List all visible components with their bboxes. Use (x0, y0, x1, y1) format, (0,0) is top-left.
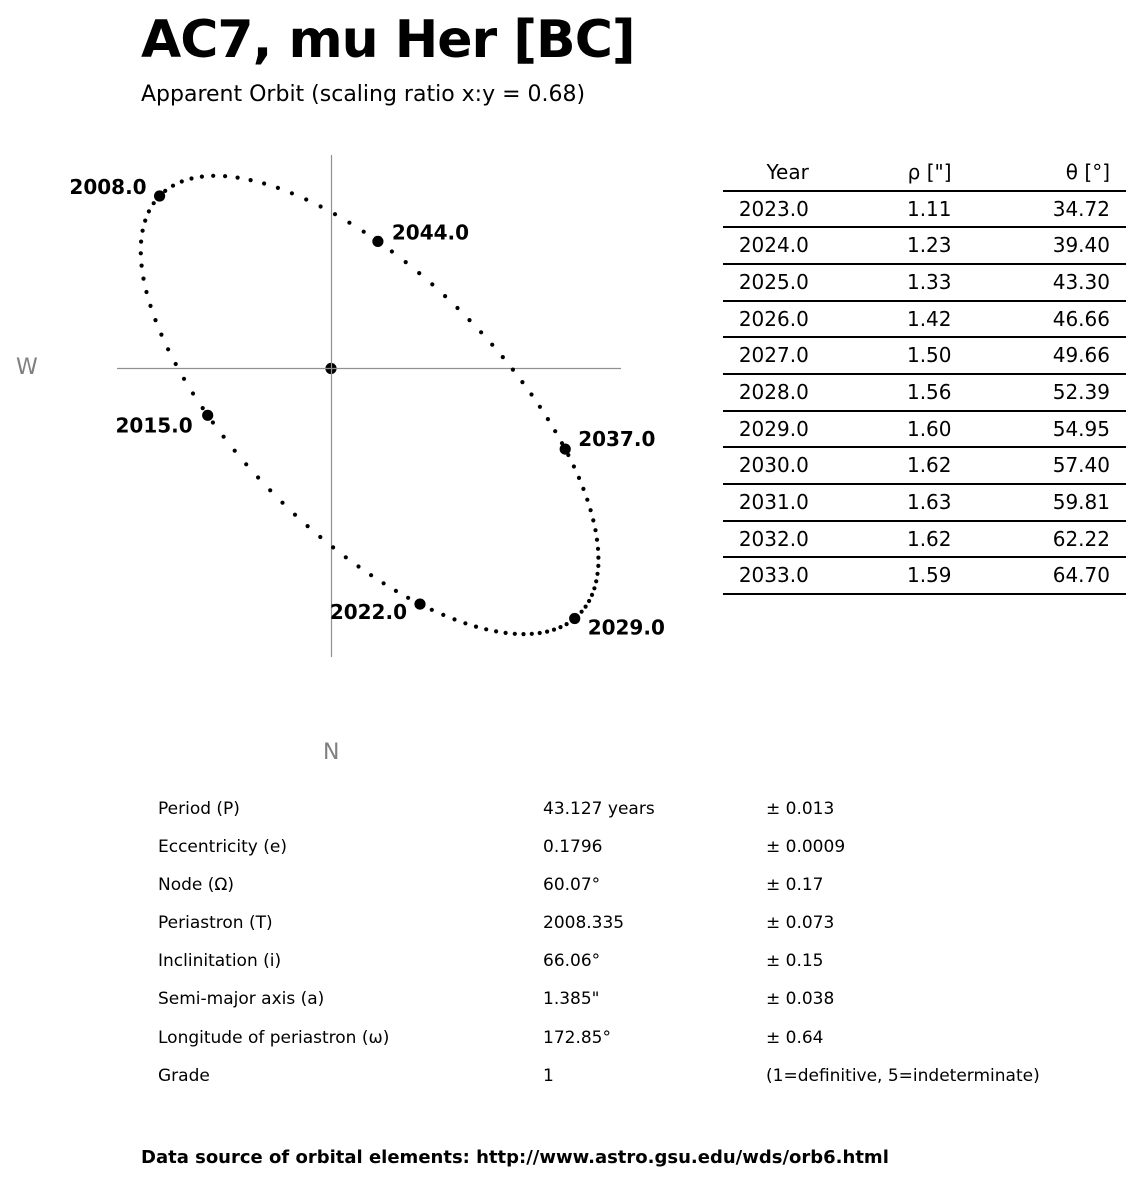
orbit-dot (530, 632, 534, 636)
element-value: 172.85° (543, 1027, 611, 1048)
header-rho: ρ ["] (809, 155, 952, 191)
orbit-dot (141, 229, 145, 233)
orbit-dot (570, 618, 574, 622)
orbit-dot (171, 184, 175, 188)
orbit-dot (182, 377, 186, 381)
theta-cell: 62.22 (952, 521, 1127, 558)
element-label: Node (Ω) (158, 875, 235, 896)
orbit-dot (290, 191, 294, 195)
element-row (158, 839, 1040, 877)
rho-cell: 1.11 (809, 191, 952, 228)
year-cell: 2031.0 (723, 484, 809, 521)
ephemeris-row (723, 411, 1126, 448)
orbit-dot (545, 630, 549, 634)
element-row (158, 991, 1040, 1029)
orbit-dot (430, 282, 434, 286)
element-value: 60.07° (543, 875, 601, 896)
rho-cell: 1.42 (809, 301, 952, 338)
orbit-dot (382, 581, 386, 585)
element-error: (1=definitive, 5=indeterminate) (766, 1065, 1040, 1086)
orbit-dot (244, 462, 248, 466)
year-cell: 2027.0 (723, 337, 809, 374)
element-row (158, 953, 1040, 991)
orbit-dot (166, 347, 170, 351)
year-cell: 2025.0 (723, 264, 809, 301)
orbit-dot (595, 538, 599, 542)
orbit-dot (347, 221, 351, 225)
orbit-dot (593, 528, 597, 532)
ephemeris-table (723, 155, 1126, 595)
orbit-dot (148, 304, 152, 308)
element-value: 66.06° (543, 951, 601, 972)
element-error: ± 0.17 (766, 875, 824, 896)
ephemeris-row (723, 264, 1126, 301)
year-cell: 2023.0 (723, 191, 809, 228)
orbit-dot (159, 333, 163, 337)
element-label: Period (P) (158, 799, 240, 819)
orbit-dot (587, 599, 591, 603)
orbit-dot (546, 417, 550, 421)
orbit-dot (280, 501, 284, 505)
orbit-dot (262, 181, 266, 185)
orbit-dot (306, 524, 310, 528)
orbit-dot (163, 189, 167, 193)
year-cell: 2024.0 (723, 227, 809, 264)
element-error: ± 0.0009 (766, 837, 846, 858)
epoch-label: 2022.0 (329, 600, 407, 625)
orbit-dot (158, 194, 162, 198)
epoch-label: 2008.0 (69, 175, 147, 199)
orbit-dot (511, 368, 515, 372)
orbit-dot (153, 318, 157, 322)
orbit-dot (504, 631, 508, 635)
orbit-dot (594, 579, 598, 583)
data-source-footer: Data source of orbital elements: http://www.astro.gsu.edu/wds/orb6.html (141, 1147, 889, 1168)
orbit-dot (304, 197, 308, 201)
orbit-dot (211, 420, 215, 424)
year-cell: 2033.0 (723, 557, 809, 594)
orbit-dot (236, 176, 240, 180)
orbit-dot (552, 628, 556, 632)
element-row (158, 1027, 1040, 1068)
orbit-dot (331, 545, 335, 549)
rho-cell: 1.63 (809, 484, 952, 521)
orbit-dot (452, 617, 456, 621)
orbit-dot (595, 572, 599, 576)
element-row (158, 915, 1040, 953)
ephemeris-row (723, 521, 1126, 558)
orbital-elements-list (158, 801, 1040, 1106)
element-value: 0.1796 (543, 837, 603, 858)
epoch-dot (560, 444, 571, 455)
element-row (158, 801, 1040, 839)
orbit-dot (585, 498, 589, 502)
ephemeris-row (723, 337, 1126, 374)
orbit-dot (558, 625, 562, 629)
epoch-dot (372, 236, 383, 247)
orbit-dot (490, 343, 494, 347)
orbit-dot (580, 610, 584, 614)
orbit-dot (211, 174, 215, 178)
year-cell: 2026.0 (723, 301, 809, 338)
rho-cell: 1.60 (809, 411, 952, 448)
epoch-label: 2037.0 (578, 427, 656, 452)
orbit-dot (276, 186, 280, 190)
orbit-dot (180, 179, 184, 183)
orbit-dot (318, 535, 322, 539)
orbit-dot (463, 621, 467, 625)
orbit-dot (443, 294, 447, 298)
rho-cell: 1.62 (809, 521, 952, 558)
element-value: 43.127 years (543, 799, 655, 819)
header-year: Year (723, 155, 809, 191)
orbit-dot (455, 306, 459, 310)
rho-cell: 1.33 (809, 264, 952, 301)
epoch-dot (569, 613, 580, 624)
theta-cell: 43.30 (952, 264, 1127, 301)
year-cell: 2028.0 (723, 374, 809, 411)
element-value: 1.385" (543, 989, 600, 1010)
theta-cell: 52.39 (952, 374, 1127, 411)
orbit-dot (560, 441, 564, 445)
orbit-dot (529, 392, 533, 396)
element-label: Semi-major axis (a) (158, 989, 325, 1010)
element-row (158, 877, 1040, 915)
primary-star-marker (325, 363, 336, 374)
orbit-dot (417, 271, 421, 275)
element-error: ± 0.64 (766, 1027, 824, 1048)
theta-cell: 59.81 (952, 484, 1127, 521)
orbit-dot (233, 449, 237, 453)
theta-cell: 34.72 (952, 191, 1127, 228)
element-error: ± 0.073 (766, 913, 835, 934)
orbit-dot (406, 596, 410, 600)
orbit-dot (592, 586, 596, 590)
ephemeris-row (723, 374, 1126, 411)
orbit-dot (369, 573, 373, 577)
orbit-dot (538, 631, 542, 635)
orbit-dot (566, 453, 570, 457)
west-direction-label: W (16, 355, 38, 380)
element-error: ± 0.013 (766, 799, 835, 819)
rho-cell: 1.59 (809, 557, 952, 594)
orbit-dot (521, 632, 525, 636)
orbit-dot (268, 488, 272, 492)
orbit-dot (174, 362, 178, 366)
element-label: Periastron (T) (158, 913, 273, 934)
orbit-dot (356, 564, 360, 568)
theta-cell: 49.66 (952, 337, 1127, 374)
element-label: Eccentricity (e) (158, 837, 287, 858)
theta-cell: 54.95 (952, 411, 1127, 448)
orbit-dot (404, 260, 408, 264)
orbit-dot (591, 518, 595, 522)
orbit-dot (501, 355, 505, 359)
rho-cell: 1.50 (809, 337, 952, 374)
orbit-dot (590, 593, 594, 597)
ephemeris-row (723, 557, 1126, 594)
orbit-dot (553, 429, 557, 433)
epoch-dot (202, 410, 213, 421)
orbit-dot (520, 380, 524, 384)
ephemeris-header-row (723, 155, 1126, 191)
orbit-dot (390, 249, 394, 253)
orbit-dot (577, 476, 581, 480)
orbit-dot (572, 464, 576, 468)
orbit-dot (479, 330, 483, 334)
element-label: Longitude of periastron (ω) (158, 1027, 390, 1048)
orbit-dot (467, 318, 471, 322)
orbit-dot (189, 176, 193, 180)
orbit-dot (201, 406, 205, 410)
element-error: ± 0.038 (766, 989, 835, 1010)
orbit-dot (141, 277, 145, 281)
orbit-dot (418, 602, 422, 606)
orbit-dot (144, 290, 148, 294)
theta-cell: 39.40 (952, 227, 1127, 264)
rho-cell: 1.23 (809, 227, 952, 264)
element-error: ± 0.15 (766, 951, 824, 972)
element-row (158, 1065, 1040, 1106)
orbit-dot (293, 513, 297, 517)
orbit-dot (441, 613, 445, 617)
year-cell: 2030.0 (723, 447, 809, 484)
orbit-dot (584, 605, 588, 609)
orbit-dot (362, 230, 366, 234)
page-subtitle: Apparent Orbit (scaling ratio x:y = 0.68) (141, 82, 586, 107)
theta-cell: 46.66 (952, 301, 1127, 338)
page-title: AC7, mu Her [BC] (141, 10, 635, 70)
orbit-dot (581, 487, 585, 491)
rho-cell: 1.56 (809, 374, 952, 411)
orbit-dot (538, 405, 542, 409)
orbit-dot (200, 175, 204, 179)
orbit-dot (484, 627, 488, 631)
orbit-dot (147, 209, 151, 213)
orbit-dot (140, 264, 144, 268)
orbit-dot (344, 555, 348, 559)
orbit-dot (223, 174, 227, 178)
orbit-dot (191, 391, 195, 395)
epoch-label: 2015.0 (115, 413, 193, 438)
element-value: 2008.335 (543, 913, 625, 934)
orbit-dot (596, 547, 600, 551)
orbit-dot (256, 475, 260, 479)
epoch-label: 2044.0 (391, 220, 470, 245)
orbit-dot (596, 564, 600, 568)
orbit-dot (333, 212, 337, 216)
orbit-dot (143, 219, 147, 223)
orbit-dot (394, 589, 398, 593)
ephemeris-row (723, 484, 1126, 521)
ephemeris-row (723, 301, 1126, 338)
orbit-dot (474, 625, 478, 629)
element-label: Inclinitation (i) (158, 951, 282, 972)
ephemeris-row (723, 191, 1126, 228)
header-theta: θ [°] (952, 155, 1127, 191)
orbit-dot (249, 178, 253, 182)
year-cell: 2032.0 (723, 521, 809, 558)
orbit-dot (139, 240, 143, 244)
orbit-dot (139, 251, 143, 255)
orbit-dot (319, 204, 323, 208)
rho-cell: 1.62 (809, 447, 952, 484)
epoch-dot (154, 190, 165, 201)
epoch-dot (414, 599, 425, 610)
orbit-dot (589, 508, 593, 512)
north-direction-label: N (323, 740, 340, 765)
theta-cell: 57.40 (952, 447, 1127, 484)
orbit-dot (152, 201, 156, 205)
ephemeris-row (723, 447, 1126, 484)
element-value: 1 (543, 1065, 554, 1086)
orbit-dot (565, 622, 569, 626)
year-cell: 2029.0 (723, 411, 809, 448)
ephemeris-row (723, 227, 1126, 264)
theta-cell: 64.70 (952, 557, 1127, 594)
element-label: Grade (158, 1065, 210, 1086)
orbit-dot (575, 614, 579, 618)
orbit-dot (222, 435, 226, 439)
orbit-dot (494, 629, 498, 633)
orbit-dot (376, 239, 380, 243)
orbit-dot (596, 556, 600, 560)
orbit-dot (513, 632, 517, 636)
orbit-dot (430, 608, 434, 612)
epoch-label: 2029.0 (587, 615, 665, 640)
